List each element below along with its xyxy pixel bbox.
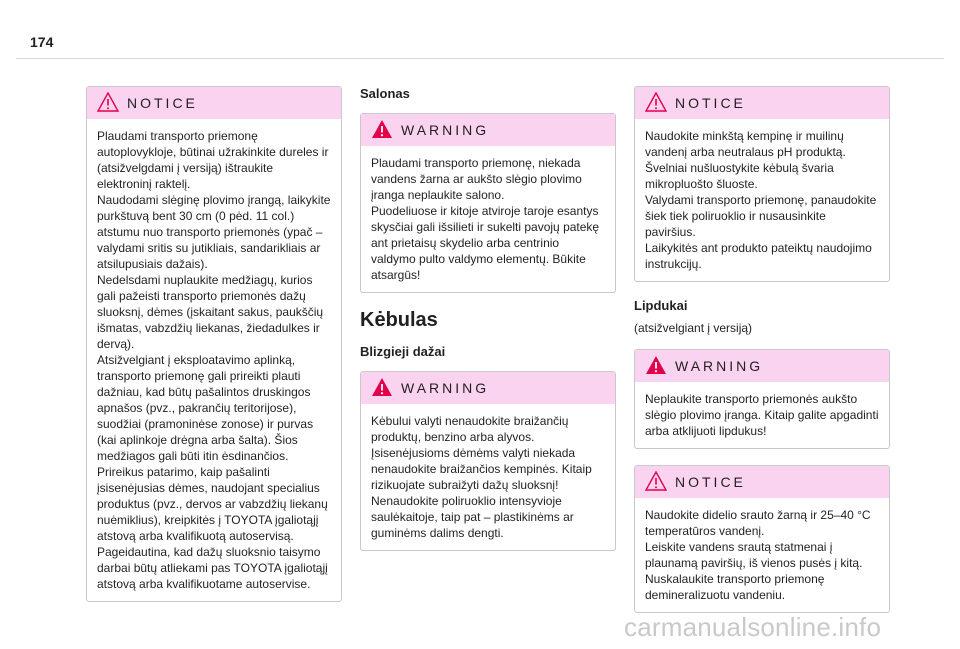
notice-text: Naudodami slėginę plovimo įrangą, laikykite purkštuvą bent 30 cm (0 pėd. 11 col.) atstumu nuo transporto priemonės (ypač – valydami sritis su jutikliais, sandarikliais ar atsilupusiais dažais). [97, 193, 331, 271]
notice-body [87, 119, 341, 601]
warning-title: WARNING [401, 380, 490, 396]
column-1 [86, 86, 342, 618]
warning-text: Puodeliuose ir kitoje atviroje taroje esantys skysčiai gali išsilieti ir sukelti pavojų patekę ant prietaisų skydelio arba centrinio valdymo pulto valdymo elementų. Būkite atsargūs! [371, 204, 600, 282]
notice-text: Nedelsdami nuplaukite medžiagų, kurios gali pažeisti transporto priemonės dažų sluoksnį, dėmes (įskaitant sakus, paukščių išmatas, vabzdžių liekanas, žiedadulkes ir dervą). [97, 273, 324, 351]
warning-body [361, 146, 615, 292]
warning-text: Neplaukite transporto priemonės aukšto slėgio plovimo įranga. Kitaip galite apgadinti arba atklijuoti lipdukus! [645, 392, 879, 438]
section-heading-salonas: Salonas [360, 86, 410, 101]
column-2 [360, 86, 616, 567]
version-note: (atsižvelgiant į versiją) [634, 321, 753, 335]
warning-text: Kėbului valyti nenaudokite braižančių produktų, benzino arba alyvos. [371, 414, 569, 444]
notice-box [634, 86, 890, 282]
warning-title: WARNING [401, 122, 490, 138]
heading-kebulas: Kėbulas [360, 309, 438, 331]
column-3 [634, 86, 890, 629]
notice-box [86, 86, 342, 602]
notice-text: Naudokite minkštą kempinę ir muilinų vandenį arba neutralaus pH produktą. [645, 129, 846, 159]
notice-icon [645, 471, 667, 491]
notice-text: Atsižvelgiant į eksploatavimo aplinką, transporto priemonę gali prireikti plauti dažniau, kad būtų pašalintos druskingos apnašos (pvz., pakrančių teritorijose), suodžiai (pramoninėse zonose) ir purvas (kai aplinkoje drėgna arba šalta). Šios medžiagos gali būti itin ėsdinančios. [97, 353, 314, 463]
warning-box [360, 371, 616, 551]
notice-title: NOTICE [675, 95, 746, 111]
notice-text: Laikykitės ant produkto pateiktų naudojimo instrukcijų. [645, 241, 872, 271]
warning-title: WARNING [675, 358, 764, 374]
warning-text: Plaudami transporto priemonę, niekada vandens žarna ar aukšto slėgio plovimo įranga neplaukite salono. [371, 156, 582, 202]
notice-text: Plaudami transporto priemonę autoplovykloje, būtinai užrakinkite dureles ir (atsižvelgdami į versiją) ištraukite elektroninį raktelį. [97, 129, 329, 191]
notice-text: Naudokite didelio srauto žarną ir 25–40 °C temperatūros vandenį. [645, 508, 871, 538]
notice-body [635, 119, 889, 281]
notice-body [635, 498, 889, 612]
notice-text: Valydami transporto priemonę, panaudokite šiek tiek poliruoklio ir nusausinkite paviršius. [645, 193, 877, 239]
warning-text: Nenaudokite poliruoklio intensyvioje saulėkaitoje, taip pat – plastikinėms ar guminėms dalims dengti. [371, 494, 574, 540]
notice-header [635, 87, 889, 119]
warning-icon [645, 355, 667, 375]
warning-body [361, 404, 615, 550]
notice-text: Pageidautina, kad dažų sluoksnio taisymo darbai būtų atliekami pas TOYOTA įgaliotąjį atstovą arba kvalifikuotame autoservise. [97, 545, 328, 591]
warning-icon [371, 119, 393, 139]
notice-title: NOTICE [675, 474, 746, 490]
notice-header [635, 466, 889, 498]
watermark: carmanualsonline.info [624, 612, 882, 642]
warning-text: Įsisenėjusioms dėmėms valyti niekada nenaudokite braižančios kempinės. Kitaip rizikuojate subraižyti dažų sluoksnį! [371, 446, 592, 492]
warning-header [361, 114, 615, 146]
notice-text: Švelniai nušluostykite kėbulą švaria mikropluošto šluoste. [645, 161, 834, 191]
notice-icon [645, 92, 667, 112]
top-divider [16, 58, 944, 59]
warning-icon [371, 377, 393, 397]
notice-header [87, 87, 341, 119]
section-heading-lipdukai: Lipdukai [634, 298, 688, 313]
notice-title: NOTICE [127, 95, 198, 111]
notice-text: Nuskalaukite transporto priemonę demineralizuotu vandeniu. [645, 572, 825, 602]
warning-header [635, 350, 889, 382]
warning-body [635, 382, 889, 448]
notice-text: Leiskite vandens srautą statmenai į plaunamą paviršių, iš vienos pusės į kitą. [645, 540, 863, 570]
notice-icon [97, 92, 119, 112]
notice-text: Prireikus patarimo, kaip pašalinti įsisenėjusias dėmes, naudojant specialius produktus (pvz., dervos ar vabzdžių liekanų nuėmiklius), kreipkitės į TOYOTA įgaliotąjį atstovą arba kvalifikuotą autoservisą. [97, 465, 328, 543]
page-number: 174 [30, 34, 54, 50]
section-heading-blizgieji: Blizgieji dažai [360, 344, 446, 359]
notice-box [634, 465, 890, 613]
warning-header [361, 372, 615, 404]
warning-box [634, 349, 890, 449]
warning-box [360, 113, 616, 293]
